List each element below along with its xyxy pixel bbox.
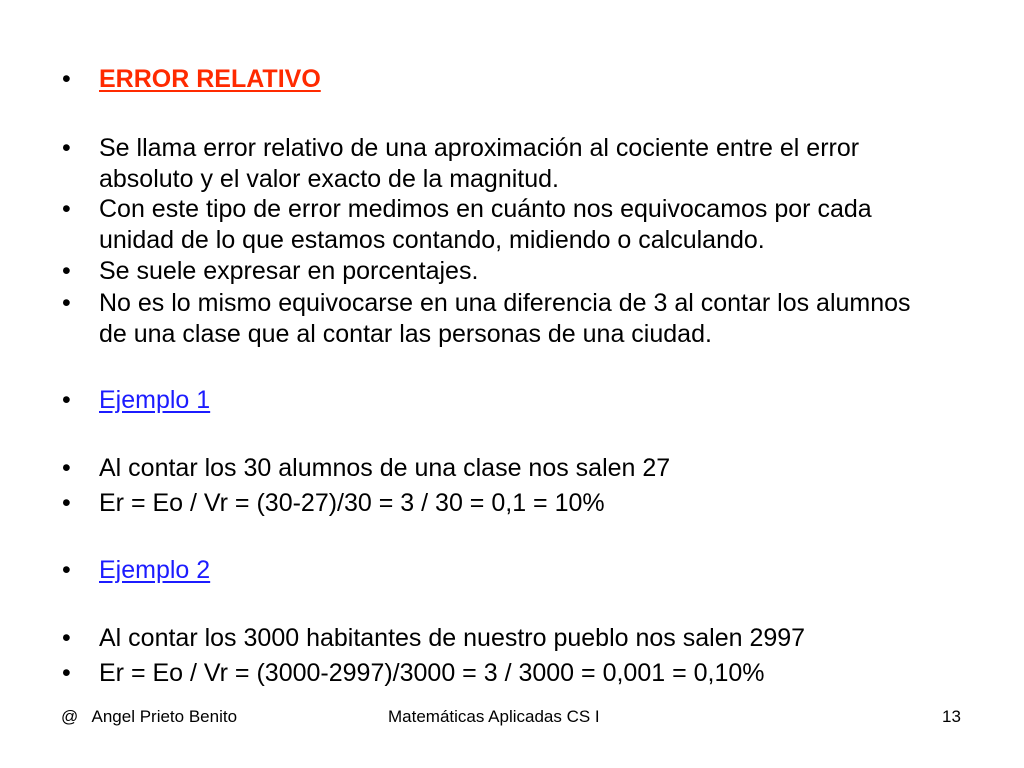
bullet-text: No es lo mismo equivocarse en una diferencia de 3 al contar los alumnos de una clase que al contar las personas de una ciudad.: [99, 289, 911, 348]
bullet-icon: •: [62, 65, 71, 93]
formula-text: Er = Eo / Vr = (3000-2997)/3000 = 3 / 3000 = 0,001 = 0,10%: [99, 659, 765, 687]
example-2-item[interactable]: [62, 555, 942, 586]
bullet-icon: •: [62, 659, 71, 687]
bullet-icon: •: [62, 489, 71, 517]
bullet-text: Se suele expresar en porcentajes.: [99, 257, 479, 285]
list-item: [62, 133, 942, 195]
bullet-icon: •: [62, 195, 71, 223]
list-item: [62, 256, 942, 287]
list-item: [62, 453, 942, 484]
formula-text: Er = Eo / Vr = (30-27)/30 = 3 / 30 = 0,1 = 10%: [99, 489, 605, 517]
example-2-link[interactable]: Ejemplo 2: [99, 556, 211, 584]
bullet-text: Con este tipo de error medimos en cuánto nos equivocamos por cada unidad de lo que estamos contando, midiendo o calculando.: [99, 195, 872, 254]
bullet-text: Al contar los 3000 habitantes de nuestro pueblo nos salen 2997: [99, 624, 806, 652]
bullet-icon: •: [62, 289, 71, 317]
list-item: [62, 288, 942, 350]
bullet-icon: •: [62, 386, 71, 414]
bullet-text: Al contar los 30 alumnos de una clase nos salen 27: [99, 454, 671, 482]
slide-heading: ERROR RELATIVO: [99, 65, 321, 93]
list-item: [62, 658, 942, 689]
bullet-icon: •: [62, 134, 71, 162]
heading-item: [62, 64, 942, 95]
list-item: [62, 623, 942, 654]
bullet-icon: •: [62, 454, 71, 482]
bullet-icon: •: [62, 556, 71, 584]
example-1-item[interactable]: [62, 385, 942, 416]
bullet-icon: •: [62, 624, 71, 652]
list-item: [62, 194, 942, 256]
footer-course: Matemáticas Aplicadas CS I: [388, 707, 600, 726]
list-item: [62, 488, 942, 519]
footer-author: @ Angel Prieto Benito: [61, 707, 238, 726]
example-1-link[interactable]: Ejemplo 1: [99, 386, 211, 414]
bullet-text: Se llama error relativo de una aproximación al cociente entre el error absoluto y el valor exacto de la magnitud.: [99, 134, 860, 193]
footer-page-number: 13: [942, 707, 961, 726]
bullet-icon: •: [62, 257, 71, 285]
